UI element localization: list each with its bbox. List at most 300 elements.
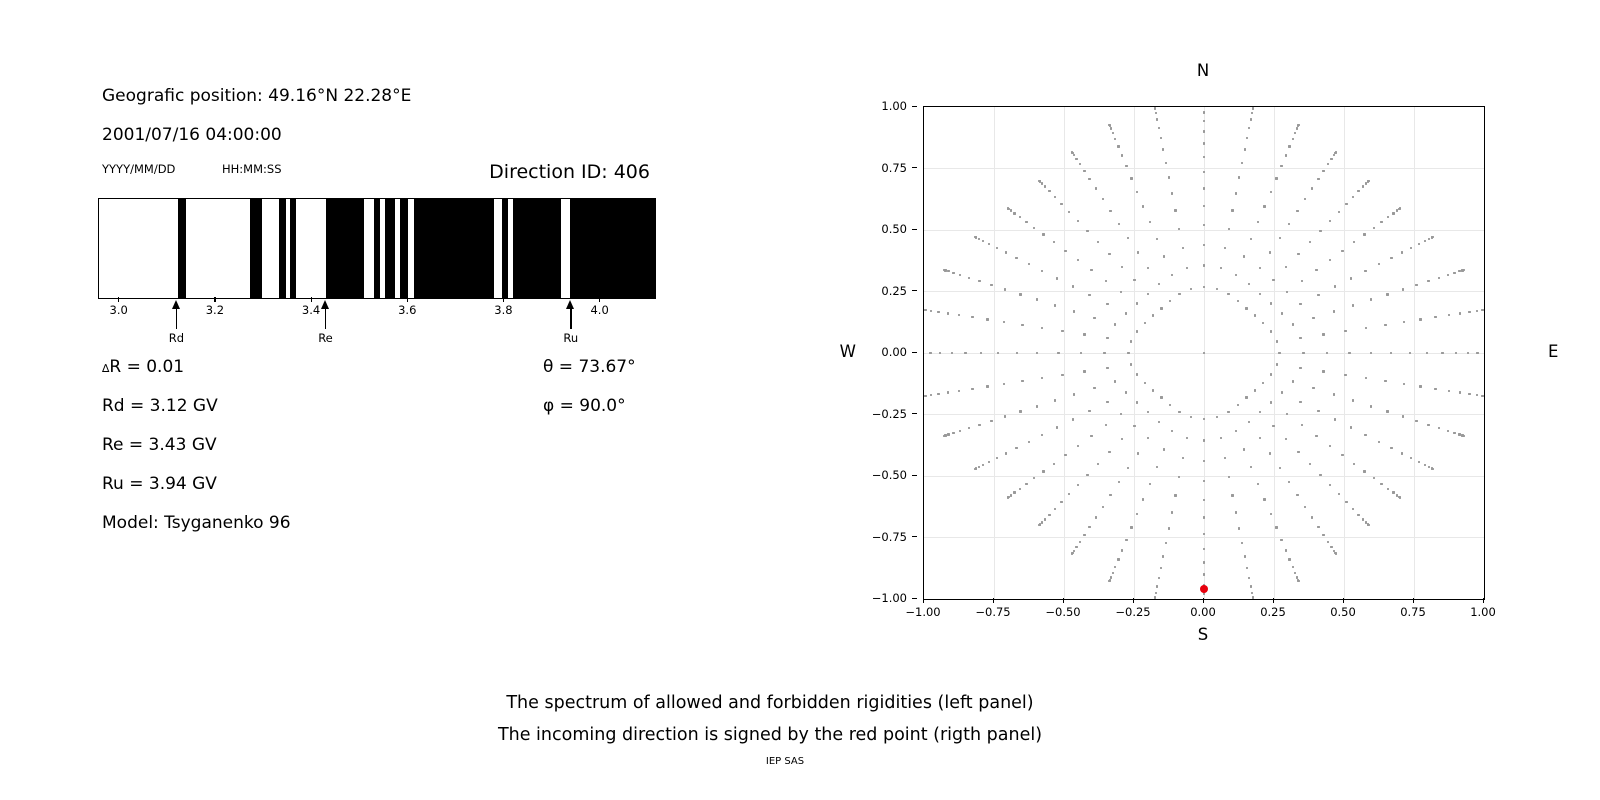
direction-dot — [1127, 237, 1129, 239]
spectrum-tick — [311, 297, 312, 302]
direction-dot — [1158, 421, 1160, 423]
direction-dot — [1370, 298, 1372, 300]
direction-dot — [1156, 466, 1158, 468]
direction-dot — [1288, 223, 1290, 225]
direction-dot — [1095, 187, 1097, 189]
direction-y-tick-label: 0.75 — [881, 160, 907, 175]
direction-dot — [1399, 496, 1401, 498]
forbidden-band — [250, 199, 263, 298]
direction-dot — [1010, 494, 1012, 496]
direction-dot — [958, 314, 960, 316]
direction-dot — [1399, 207, 1401, 209]
direction-dot — [1125, 312, 1127, 314]
direction-dot — [1169, 404, 1171, 406]
direction-dot — [1068, 211, 1070, 213]
direction-dot — [1203, 142, 1205, 144]
direction-dot — [1392, 212, 1394, 214]
direction-dot — [1203, 439, 1205, 441]
direction-dot — [1086, 474, 1088, 476]
direction-dot — [1071, 553, 1073, 555]
direction-dot — [1060, 501, 1062, 503]
direction-dot — [1373, 477, 1375, 479]
direction-dot — [1038, 180, 1040, 182]
compass-label-w: W — [839, 342, 856, 361]
direction-dot — [1390, 257, 1392, 259]
direction-y-tick — [912, 106, 917, 107]
direction-x-tick-label: 0.25 — [1260, 605, 1286, 619]
direction-dot — [1401, 251, 1403, 253]
direction-dot — [1021, 324, 1023, 326]
direction-dot — [1238, 527, 1240, 529]
direction-dot — [964, 352, 966, 354]
direction-dot — [1241, 162, 1243, 164]
direction-dot — [982, 464, 984, 466]
direction-dot — [1270, 401, 1272, 403]
direction-dot — [1203, 286, 1205, 288]
direction-dot — [1280, 165, 1282, 167]
direction-dot — [1072, 285, 1074, 287]
direction-dot — [968, 427, 970, 429]
direction-dot — [1178, 293, 1180, 295]
direction-dot — [1168, 527, 1170, 529]
direction-center-dot — [1203, 352, 1205, 354]
direction-dot — [1276, 340, 1278, 342]
direction-dot — [1088, 410, 1090, 412]
direction-dot — [1174, 494, 1176, 496]
direction-dot — [978, 466, 980, 468]
direction-dot — [1248, 283, 1250, 285]
direction-dot — [1147, 411, 1149, 413]
direction-dot — [1088, 526, 1090, 528]
direction-dot — [1160, 396, 1162, 398]
direction-dot — [1254, 389, 1256, 391]
direction-dot — [1367, 524, 1369, 526]
direction-dot — [1054, 508, 1056, 510]
direction-dot — [929, 352, 931, 354]
direction-dot — [1080, 352, 1082, 354]
direction-x-tick — [1483, 598, 1484, 603]
direction-dot — [937, 393, 939, 395]
direction-dot — [1130, 526, 1132, 528]
direction-dot — [1243, 255, 1245, 257]
direction-dot — [1203, 244, 1205, 246]
direction-dot — [1041, 521, 1043, 523]
direction-dot — [1317, 410, 1319, 412]
direction-dot — [1203, 460, 1205, 462]
direction-dot — [1036, 352, 1038, 354]
direction-dot — [1334, 285, 1336, 287]
rd-arrow-shaft — [176, 308, 178, 329]
direction-dot — [1108, 253, 1110, 255]
direction-dot — [1286, 291, 1288, 293]
direction-dot — [1077, 484, 1079, 486]
direction-dot — [1203, 171, 1205, 173]
forbidden-band — [374, 199, 380, 298]
ru-value-label: Ru = 3.94 GV — [102, 474, 217, 494]
direction-dot — [1468, 311, 1470, 313]
direction-dot — [1362, 185, 1364, 187]
direction-dot — [1041, 182, 1043, 184]
direction-dot — [1275, 177, 1277, 179]
direction-dot — [1130, 177, 1132, 179]
direction-dot — [1120, 291, 1122, 293]
direction-dot — [1327, 541, 1329, 543]
direction-dot — [997, 352, 999, 354]
direction-dot — [1248, 127, 1250, 129]
direction-dot — [1244, 148, 1246, 150]
direction-dot — [1108, 580, 1110, 582]
time-format-label: HH:MM:SS — [222, 162, 282, 176]
direction-dot — [1114, 380, 1116, 382]
forbidden-band — [400, 199, 408, 298]
direction-dot — [1322, 170, 1324, 172]
direction-y-tick-label: −0.50 — [871, 468, 907, 482]
direction-dot — [1125, 391, 1127, 393]
direction-x-tick — [1343, 598, 1344, 603]
direction-dot — [1237, 404, 1239, 406]
delta-r-value: R = 0.01 — [109, 357, 185, 377]
direction-dot — [947, 433, 949, 435]
direction-x-tick — [1133, 598, 1134, 603]
direction-dot — [1286, 413, 1288, 415]
direction-dot — [1073, 154, 1075, 156]
direction-dot — [1235, 274, 1237, 276]
direction-dot — [1263, 498, 1265, 500]
direction-x-tick — [1413, 598, 1414, 603]
re-arrow-shaft — [325, 308, 327, 329]
direction-dot — [1144, 322, 1146, 324]
direction-dot — [1294, 132, 1296, 134]
direction-dot — [1248, 421, 1250, 423]
direction-dot — [1168, 176, 1170, 178]
direction-dot — [1270, 330, 1272, 332]
direction-dot — [1344, 330, 1346, 332]
direction-dot — [1353, 463, 1355, 465]
direction-x-tick-label: −0.50 — [1045, 605, 1081, 619]
direction-dot — [988, 243, 990, 245]
direction-dot — [1462, 435, 1464, 437]
direction-dot — [1441, 352, 1443, 354]
date-format-label: YYYY/MM/DD — [102, 162, 176, 176]
direction-dot — [1056, 277, 1058, 279]
direction-dot — [1250, 466, 1252, 468]
direction-dot — [1333, 393, 1335, 395]
direction-dot — [1362, 518, 1364, 520]
direction-dot — [1338, 493, 1340, 495]
direction-dot — [1041, 327, 1043, 329]
forbidden-band — [279, 199, 286, 298]
direction-dot — [1335, 151, 1337, 153]
direction-dot — [1142, 498, 1144, 500]
direction-dot — [1363, 470, 1365, 472]
direction-dot — [1248, 577, 1250, 579]
direction-dot — [1288, 558, 1290, 560]
direction-dot — [1380, 483, 1382, 485]
direction-dot — [1252, 107, 1254, 109]
compass-label-n: N — [1196, 61, 1210, 80]
direction-dot — [1133, 425, 1135, 427]
direction-dot — [1241, 542, 1243, 544]
direction-dot — [1419, 318, 1421, 320]
direction-dot — [1097, 241, 1099, 243]
re-marker-label: Re — [318, 331, 333, 345]
direction-dot — [1418, 243, 1420, 245]
direction-dot — [1155, 592, 1157, 594]
direction-dot — [1041, 377, 1043, 379]
direction-dot — [1476, 394, 1478, 396]
direction-dot — [1061, 374, 1063, 376]
direction-dot — [1048, 190, 1050, 192]
direction-dot — [1036, 405, 1038, 407]
direction-dot — [1203, 548, 1205, 550]
direction-dot — [1317, 178, 1319, 180]
direction-dot — [1269, 251, 1271, 253]
direction-dot — [1075, 158, 1077, 160]
direction-dot — [1083, 170, 1085, 172]
direction-dot — [1160, 307, 1162, 309]
direction-dot — [1033, 227, 1035, 229]
direction-dot — [1338, 211, 1340, 213]
direction-dot — [1158, 577, 1160, 579]
direction-dot — [1054, 196, 1056, 198]
direction-y-tick — [912, 475, 917, 476]
direction-dot — [1294, 572, 1296, 574]
direction-dot — [1380, 221, 1382, 223]
direction-dot — [1438, 427, 1440, 429]
direction-dot — [1235, 430, 1237, 432]
direction-dot — [1155, 112, 1157, 114]
direction-dot — [1203, 533, 1205, 535]
direction-dot — [986, 318, 988, 320]
direction-dot — [978, 238, 980, 240]
direction-dot — [1130, 340, 1132, 342]
direction-y-tick — [912, 229, 917, 230]
direction-dot — [1004, 415, 1006, 417]
direction-dot — [1203, 187, 1205, 189]
direction-dot — [1147, 293, 1149, 295]
direction-dot — [1224, 247, 1226, 249]
direction-dot — [1434, 316, 1436, 318]
direction-dot — [1259, 437, 1261, 439]
direction-dot — [1121, 154, 1123, 156]
direction-dot — [1095, 516, 1097, 518]
direction-dot — [1041, 434, 1043, 436]
direction-dot — [1165, 542, 1167, 544]
direction-dot — [1203, 264, 1205, 266]
direction-dot — [1106, 337, 1108, 339]
direction-dot — [1257, 483, 1259, 485]
forbidden-band — [513, 199, 562, 298]
direction-dot — [1163, 255, 1165, 257]
direction-dot — [1073, 310, 1075, 312]
direction-dot — [1086, 230, 1088, 232]
direction-dot — [1068, 493, 1070, 495]
direction-dot — [1288, 481, 1290, 483]
direction-dot — [1297, 124, 1299, 126]
direction-dot — [1231, 209, 1233, 211]
direction-dot — [1203, 516, 1205, 518]
direction-dot — [1403, 383, 1405, 385]
direction-dot — [1333, 310, 1335, 312]
direction-dot — [1364, 434, 1366, 436]
direction-dot — [1041, 270, 1043, 272]
direction-dot — [1130, 363, 1132, 365]
direction-x-tick-label: −0.75 — [975, 605, 1011, 619]
direction-dot — [1003, 321, 1005, 323]
model-label: Model: Tsyganenko 96 — [102, 513, 291, 533]
direction-dot — [1352, 196, 1354, 198]
direction-id-label: Direction ID: 406 — [489, 161, 650, 183]
direction-dot — [1203, 120, 1205, 122]
direction-x-tick-label: −0.25 — [1115, 605, 1151, 619]
direction-dot — [1090, 269, 1092, 271]
direction-dot — [1243, 448, 1245, 450]
direction-dot — [1345, 203, 1347, 205]
direction-dot — [1178, 411, 1180, 413]
direction-x-tick — [1203, 598, 1204, 603]
direction-dot — [1203, 573, 1205, 575]
direction-x-tick-label: 1.00 — [1470, 605, 1496, 619]
direction-dot — [1378, 263, 1380, 265]
direction-dot — [1322, 333, 1324, 335]
direction-dot — [1003, 383, 1005, 385]
direction-dot — [1121, 438, 1123, 440]
direction-dot — [1178, 228, 1180, 230]
direction-dot — [1013, 491, 1015, 493]
direction-dot — [1424, 240, 1426, 242]
direction-dot — [1028, 441, 1030, 443]
direction-dot — [1309, 241, 1311, 243]
direction-dot — [1434, 388, 1436, 390]
direction-dot — [1025, 221, 1027, 223]
direction-dot — [1259, 293, 1261, 295]
direction-dot — [1079, 541, 1081, 543]
direction-dot — [1401, 452, 1403, 454]
direction-dot — [1329, 484, 1331, 486]
direction-dot — [1251, 592, 1253, 594]
direction-dot — [1335, 553, 1337, 555]
direction-dot — [937, 311, 939, 313]
direction-dot — [1061, 330, 1063, 332]
direction-dot — [1114, 323, 1116, 325]
direction-dot — [1112, 132, 1114, 134]
direction-dot — [1149, 483, 1151, 485]
rd-marker-label: Rd — [168, 331, 185, 345]
direction-dot — [1297, 253, 1299, 255]
direction-dot — [1301, 280, 1303, 282]
direction-dot — [1390, 352, 1392, 354]
direction-dot — [1127, 467, 1129, 469]
direction-dot — [1270, 302, 1272, 304]
direction-dot — [1152, 314, 1154, 316]
direction-plot — [923, 106, 1485, 600]
direction-dot — [1054, 304, 1056, 306]
direction-dot — [1467, 352, 1469, 354]
direction-dot — [1160, 137, 1162, 139]
direction-dot — [1238, 176, 1240, 178]
direction-dot — [1118, 223, 1120, 225]
direction-dot — [1016, 352, 1018, 354]
direction-dot — [1329, 220, 1331, 222]
direction-dot — [1114, 566, 1116, 568]
direction-dot — [1103, 352, 1105, 354]
direction-plot-dots — [924, 107, 1484, 599]
direction-dot — [1093, 317, 1095, 319]
direction-dot — [996, 457, 998, 459]
direction-dot — [1317, 526, 1319, 528]
ru-arrow-shaft — [570, 308, 572, 329]
direction-dot — [1125, 165, 1127, 167]
direction-dot — [1056, 426, 1058, 428]
direction-dot — [1281, 312, 1283, 314]
spectrum-tick-label: 4.0 — [590, 303, 609, 317]
direction-dot — [1285, 438, 1287, 440]
direction-dot — [1203, 205, 1205, 207]
direction-dot — [1333, 154, 1335, 156]
delta-r-label — [102, 357, 184, 377]
spectrum-bands-area — [99, 199, 655, 298]
direction-dot — [1344, 374, 1346, 376]
direction-dot — [982, 240, 984, 242]
spectrum-tick — [599, 297, 600, 302]
direction-dot — [1118, 481, 1120, 483]
direction-dot — [1270, 513, 1272, 515]
direction-dot — [1288, 145, 1290, 147]
direction-dot — [1426, 352, 1428, 354]
direction-dot — [1077, 220, 1079, 222]
direction-dot — [924, 309, 926, 311]
direction-dot — [1315, 435, 1317, 437]
direction-dot — [1272, 279, 1274, 281]
forbidden-band — [385, 199, 395, 298]
direction-dot — [1330, 158, 1332, 160]
direction-x-axis — [905, 598, 1496, 628]
direction-dot — [1326, 352, 1328, 354]
direction-dot — [1136, 513, 1138, 515]
direction-dot — [1431, 236, 1433, 238]
direction-dot — [1019, 488, 1021, 490]
direction-dot — [1327, 163, 1329, 165]
direction-dot — [1250, 585, 1252, 587]
direction-dot — [1162, 148, 1164, 150]
direction-dot — [1007, 207, 1009, 209]
direction-dot — [1296, 127, 1298, 129]
direction-dot — [1097, 463, 1099, 465]
direction-dot — [951, 352, 953, 354]
direction-dot — [1005, 251, 1007, 253]
direction-dot — [1438, 277, 1440, 279]
direction-dot — [1285, 154, 1287, 156]
direction-dot — [1263, 205, 1265, 207]
direction-dot — [1341, 454, 1343, 456]
direction-dot — [1163, 448, 1165, 450]
direction-dot — [1244, 555, 1246, 557]
direction-dot — [1299, 401, 1301, 403]
direction-dot — [1285, 266, 1287, 268]
direction-y-tick-label: −1.00 — [871, 591, 907, 605]
direction-dot — [1357, 190, 1359, 192]
direction-dot — [1007, 496, 1009, 498]
spectrum-tick-label: 3.4 — [301, 303, 321, 317]
direction-dot — [1075, 546, 1077, 548]
direction-dot — [1378, 441, 1380, 443]
direction-dot — [1033, 477, 1035, 479]
direction-dot — [1262, 322, 1264, 324]
direction-dot — [1476, 352, 1478, 354]
direction-dot — [1410, 457, 1412, 459]
direction-dot — [1158, 283, 1160, 285]
direction-dot — [1292, 323, 1294, 325]
